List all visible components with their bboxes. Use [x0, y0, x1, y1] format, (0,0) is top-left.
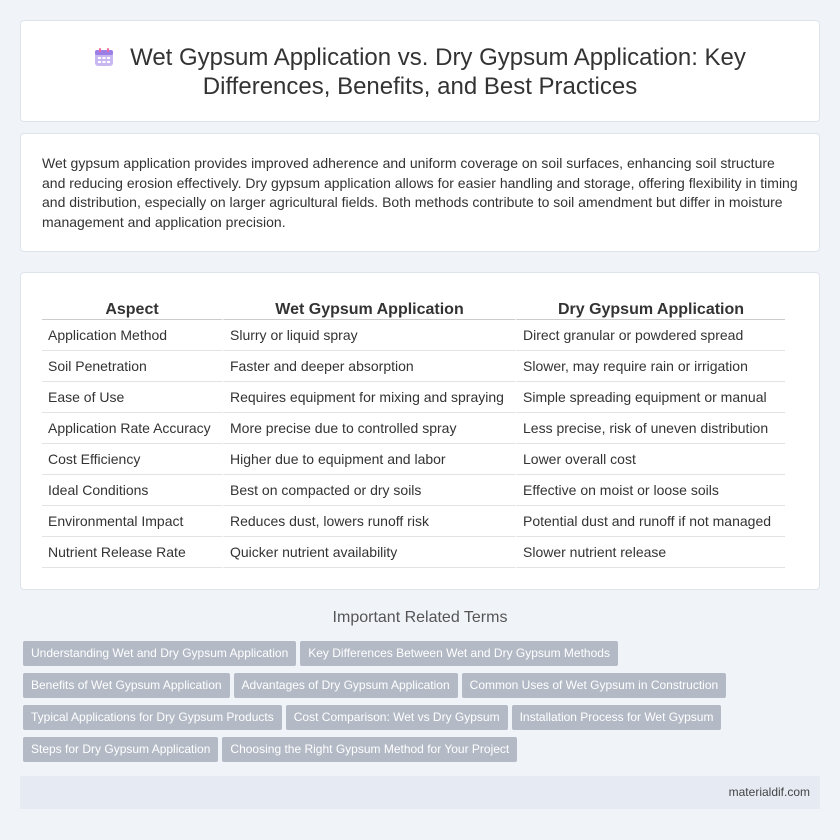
table-cell: Simple spreading equipment or manual	[515, 382, 785, 413]
related-term-link[interactable]: Benefits of Wet Gypsum Application	[23, 673, 230, 698]
table-cell: Cost Efficiency	[42, 444, 222, 475]
table-cell: Slurry or liquid spray	[222, 320, 515, 351]
table-cell: Ideal Conditions	[42, 475, 222, 506]
table-row	[42, 382, 785, 413]
comparison-table-card	[20, 272, 820, 590]
calendar-icon	[94, 47, 114, 67]
title-card	[20, 20, 820, 122]
table-cell: Slower nutrient release	[515, 537, 785, 568]
related-terms-list	[23, 641, 803, 769]
summary-text: Wet gypsum application provides improved adherence and uniform coverage on soil surfaces, enhancing soil structure and reducing erosion effectively. Dry gypsum application allows for easier handling and storage, offering flexibility in timing and distribution, especially on larger agricultural fields. Both methods contribute to soil amendment but differ in moisture management and application precision.	[42, 155, 798, 230]
site-name[interactable]: materialdif.com	[728, 785, 810, 799]
table-row	[42, 506, 785, 537]
table-row	[42, 320, 785, 351]
related-term-link[interactable]: Steps for Dry Gypsum Application	[23, 737, 218, 762]
table-row	[42, 475, 785, 506]
table-cell: Environmental Impact	[42, 506, 222, 537]
table-cell: Higher due to equipment and labor	[222, 444, 515, 475]
comparison-table	[42, 297, 785, 568]
table-cell: Less precise, risk of uneven distribution	[515, 413, 785, 444]
header-wet: Wet Gypsum Application	[222, 297, 515, 320]
related-term-link[interactable]: Cost Comparison: Wet vs Dry Gypsum	[286, 705, 508, 730]
tag-row	[23, 641, 803, 673]
related-term-link[interactable]: Advantages of Dry Gypsum Application	[234, 673, 458, 698]
related-term-link[interactable]: Typical Applications for Dry Gypsum Products	[23, 705, 282, 730]
header-dry: Dry Gypsum Application	[515, 297, 785, 320]
related-term-link[interactable]: Installation Process for Wet Gypsum	[512, 705, 722, 730]
related-term-link[interactable]: Choosing the Right Gypsum Method for Your Project	[222, 737, 517, 762]
related-term-link[interactable]: Common Uses of Wet Gypsum in Construction	[462, 673, 727, 698]
page-title	[21, 43, 819, 101]
related-terms-heading: Important Related Terms	[332, 609, 508, 626]
summary-card	[20, 133, 820, 252]
table-cell: Lower overall cost	[515, 444, 785, 475]
tag-row	[23, 737, 803, 769]
table-row	[42, 351, 785, 382]
table-cell: Quicker nutrient availability	[222, 537, 515, 568]
header-aspect: Aspect	[42, 297, 222, 320]
related-term-link[interactable]: Understanding Wet and Dry Gypsum Application	[23, 641, 296, 666]
table-header-row	[42, 297, 785, 320]
table-cell: Faster and deeper absorption	[222, 351, 515, 382]
title-line-1: Wet Gypsum Application vs. Dry Gypsum Application: Key	[130, 44, 746, 71]
title-line-2: Differences, Benefits, and Best Practices	[202, 73, 638, 100]
table-row	[42, 537, 785, 568]
table-row	[42, 444, 785, 475]
table-cell: Slower, may require rain or irrigation	[515, 351, 785, 382]
table-cell: More precise due to controlled spray	[222, 413, 515, 444]
table-cell: Reduces dust, lowers runoff risk	[222, 506, 515, 537]
footer	[20, 776, 820, 809]
table-cell: Ease of Use	[42, 382, 222, 413]
table-cell: Soil Penetration	[42, 351, 222, 382]
table-cell: Best on compacted or dry soils	[222, 475, 515, 506]
tag-row	[23, 673, 803, 705]
table-cell: Requires equipment for mixing and spraying	[222, 382, 515, 413]
table-cell: Effective on moist or loose soils	[515, 475, 785, 506]
tag-row	[23, 705, 803, 737]
table-cell: Direct granular or powdered spread	[515, 320, 785, 351]
related-term-link[interactable]: Key Differences Between Wet and Dry Gypsum Methods	[300, 641, 618, 666]
table-cell: Application Rate Accuracy	[42, 413, 222, 444]
table-row	[42, 413, 785, 444]
table-cell: Application Method	[42, 320, 222, 351]
table-cell: Nutrient Release Rate	[42, 537, 222, 568]
table-cell: Potential dust and runoff if not managed	[515, 506, 785, 537]
